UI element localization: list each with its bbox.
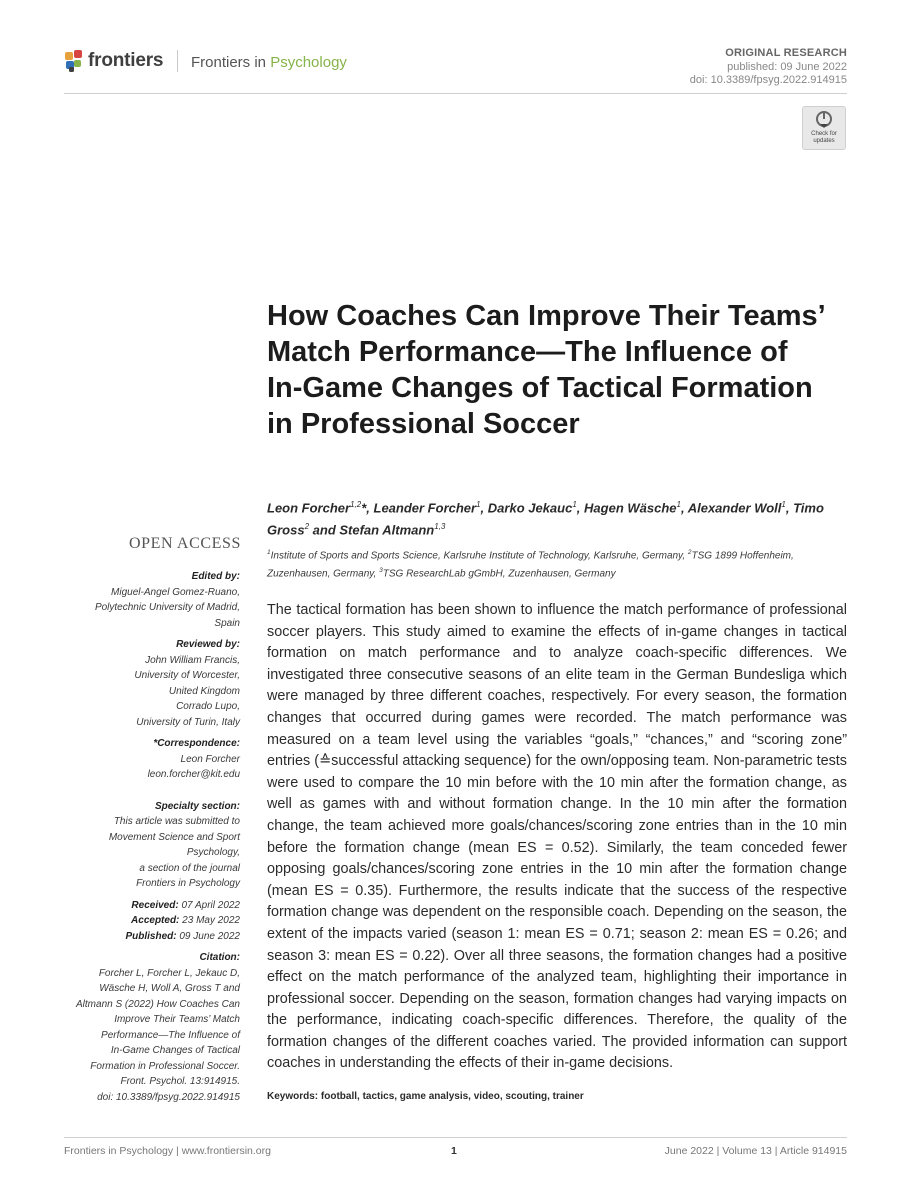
abstract: The tactical formation has been shown to influence the match performance of professional soccer players. This study aimed to examine the effects of in-game changes in tactical formation on match performance and to analyze coach-specific differences. We investigated three consecutive seasons of an elite team in the German Bundesliga which were managed by three different coaches, respectively. For every season, the formation changes that occurred during games were recorded. The match performance was measured on a team level using the variables “goals,” “chances,” and “scoring zone” entries (≙successful attacking sequence) for the own/opposing team. Non-parametric tests were used to compare the 10 min before with the 10 min after the formation change, as well as games with and without formation change. In the 10 min after the formation change, the team achieved more goals/chances/scoring zone entries than in the 10 min before the formation change (mean ES = 0.52). Similarly, the team conceded fewer opposing goals/chances/scoring zone entries in the 10 min after the formation change (mean ES = 0.35). Furthermore, the results indicate that the success of the respective formation change was dependent on the responsible coach. Depending on the season, the extent of the impacts varied (season 1: mean ES = 0.71; season 2: mean ES = 0.26; and season 3: mean ES = 0.22). Over all three seasons, the formation changes had a positive effect on the match performance of the analyzed team, highlighting their importance in professional soccer. Depending on the season, formation changes had varying impacts on the performance, indicating coach-specific differences. Therefore, the quality of the formation changes of the different coaches varied. The provided information can support coaches in understanding the effects of their in-game decisions. [267, 602, 847, 1072]
reviewer-line: Corrado Lupo, [176, 701, 240, 712]
keywords [267, 1091, 847, 1102]
affiliations [267, 545, 847, 582]
author-name[interactable]: Hagen Wäsche [584, 500, 677, 516]
reviewer-line: University of Worcester, [134, 670, 240, 681]
citation-doi[interactable]: doi: 10.3389/fpsyg.2022.914915 [97, 1091, 240, 1103]
citation-heading: Citation: [199, 952, 240, 963]
citation-section [64, 950, 240, 1105]
affiliation-sup: 2 [687, 549, 692, 556]
doi-link[interactable]: doi: 10.3389/fpsyg.2022.914915 [689, 74, 847, 86]
author-list: Leon Forcher$^{1,2}$*, Leander Forcher$^1$, Darko Jekauc$^1$, Hagen Wäsche$^1$, Alexander Woll$^1$, Timo Gross$^2$ and Stefan Altmann$^{1,3}$ [267, 500, 824, 538]
editor-line: Polytechnic University of Madrid, [94, 602, 240, 613]
affiliation-sup: 1 [267, 549, 271, 556]
received-label: Received: [131, 899, 179, 911]
published-date: published: 09 June 2022 [727, 61, 847, 73]
check-for-updates-button[interactable] [802, 106, 846, 150]
received-value: 07 April 2022 [181, 899, 240, 911]
accepted-value: 23 May 2022 [182, 915, 240, 926]
correspondence-heading: *Correspondence: [153, 738, 240, 749]
specialty-section [64, 799, 240, 892]
author-name[interactable]: Leon Forcher [267, 500, 351, 516]
reviewer-line: John William Francis, [145, 654, 240, 666]
journal-name[interactable] [191, 54, 347, 71]
header-divider [177, 50, 178, 72]
received-date [64, 898, 240, 914]
reviewer-line: University of Turin, Italy [136, 716, 240, 728]
citation-line: Improve Their Teams’ Match [114, 1014, 240, 1025]
check-updates-icon [815, 110, 833, 130]
author-affiliation-sup: 1 [476, 500, 481, 509]
author-affiliation-sup: 1,3 [434, 522, 446, 532]
frontiers-logo-icon [64, 49, 84, 73]
accepted-date [64, 913, 240, 929]
affiliation-text: Institute of Sports and Sports Science, Karlsruhe Institute of Technology, Karlsruhe, Germany, [270, 550, 688, 562]
article-title: How Coaches Can Improve Their Teams’ Match Performance—The Influence of In-Game Changes of Tactical Formation in Professional Soccer [267, 300, 825, 440]
check-updates-label-line1: Check for [811, 131, 837, 137]
footer-rule [64, 1137, 847, 1138]
page-number: 1 [451, 1145, 457, 1157]
specialty-line: This article was submitted to [113, 816, 240, 827]
editor-line: Spain [214, 617, 240, 629]
author-affiliation-sup: 1 [676, 500, 681, 509]
reviewed-by-section [64, 637, 240, 730]
keywords-value: football, tactics, game analysis, video, scouting, trainer [320, 1091, 584, 1102]
reviewer-line: United Kingdom [168, 685, 240, 697]
editor-line: Miguel-Angel Gomez-Ruano, [111, 586, 240, 598]
header-rule [64, 93, 847, 94]
author-name[interactable]: Darko Jekauc [487, 500, 573, 516]
edited-by-heading: Edited by: [191, 571, 240, 582]
citation-line: Wäsche H, Woll A, Gross T and [99, 983, 240, 994]
keywords-label: Keywords: [267, 1091, 321, 1102]
specialty-line: a section of the journal [139, 862, 240, 874]
affiliation-sup: 3 [379, 567, 383, 575]
open-access-label: OPEN ACCESS [129, 535, 241, 552]
frontiers-logo-text: frontiers [88, 50, 164, 71]
reviewed-by-heading: Reviewed by: [176, 639, 240, 650]
check-updates-label-line2: updates [813, 138, 835, 144]
accepted-label: Accepted: [131, 915, 180, 926]
author-affiliation-sup: 1 [572, 500, 577, 509]
published-value: 09 June 2022 [179, 930, 240, 942]
article-type-label: ORIGINAL RESEARCH [725, 47, 847, 59]
specialty-heading: Specialty section: [154, 800, 240, 812]
citation-line: Forcher L, Forcher L, Jekauc D, [98, 967, 240, 979]
edited-by-section [64, 569, 240, 631]
published-label: Published: [125, 930, 177, 942]
footer-journal-link[interactable]: Frontiers in Psychology | www.frontiersin.org [64, 1145, 271, 1157]
journal-name-accent: Psychology [270, 54, 347, 71]
footer-issue-info: June 2022 | Volume 13 | Article 914915 [664, 1145, 847, 1157]
published-date-sidebar [64, 929, 240, 945]
article-info-sidebar [64, 569, 240, 1111]
citation-line: Altmann S (2022) How Coaches Can [76, 998, 240, 1010]
dates-section [64, 898, 240, 945]
correspondence-section [64, 736, 240, 783]
author-name[interactable]: Leander Forcher [373, 500, 477, 516]
citation-line: Performance—The Influence of [101, 1029, 240, 1041]
check-updates-label [811, 131, 837, 145]
specialty-line: Psychology, [186, 847, 240, 858]
specialty-line: Frontiers in Psychology [136, 878, 240, 889]
specialty-line: Movement Science and Sport [108, 831, 240, 843]
author-affiliation-sup: 1 [781, 500, 786, 509]
author-name[interactable]: Alexander Woll [687, 500, 782, 516]
citation-line: Formation in Professional Soccer. [90, 1060, 240, 1072]
correspondence-name: Leon Forcher [180, 753, 240, 765]
author-affiliation-sup: 1,2 [350, 500, 362, 509]
author-name[interactable]: Timo Gross [267, 500, 824, 538]
author-name[interactable]: Stefan Altmann [339, 522, 435, 538]
citation-line: In-Game Changes of Tactical [110, 1045, 240, 1056]
citation-line: Front. Psychol. 13:914915. [120, 1076, 240, 1087]
frontiers-logo[interactable] [64, 48, 174, 74]
journal-name-prefix: Frontiers in [191, 54, 271, 71]
affiliation-text: TSG 1899 Hoffenheim, Zuzenhausen, Germany, [267, 550, 794, 580]
correspondence-email[interactable]: leon.forcher@kit.edu [147, 769, 240, 780]
corresponding-star: * [361, 500, 367, 516]
affiliation-text: TSG ResearchLab gGmbH, Zuzenhausen, Germany [382, 568, 616, 580]
author-affiliation-sup: 2 [304, 522, 310, 532]
